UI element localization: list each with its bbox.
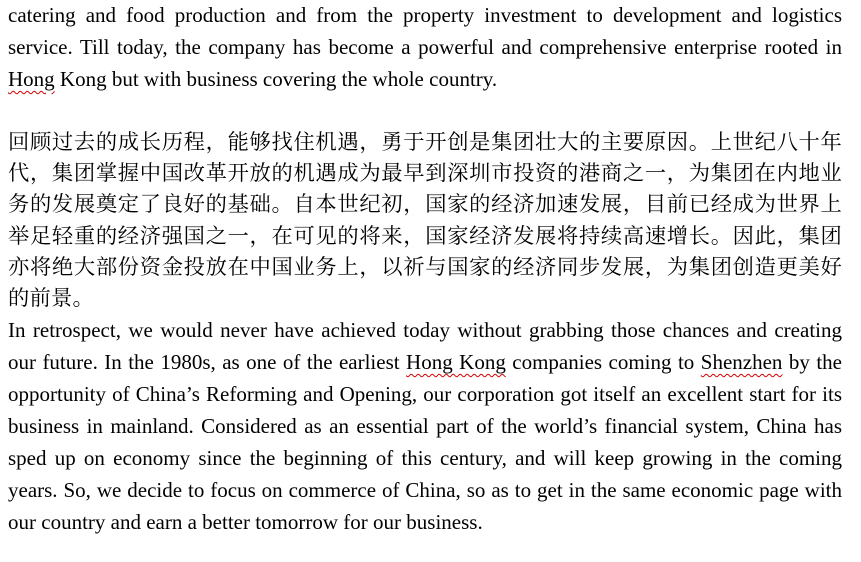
paragraph-chinese-retrospect: 回顾过去的成长历程，能够找住机遇，勇于开创是集团壮大的主要原因。上世纪八十年代，集团掌握中国改革开放的机遇成为最早到深圳市投资的港商之一，为集团在内地业务的发展奠定了良好的基础。自本世纪初，国家的经济加速发展，目前已经成为世界上举足轻重的经济强国之一，在可见的将来，国家经济发展将持续高速增长。因此，集团亦将绝大部份资金投放在中国业务上，以祈与国家的经济同步发展，为集团创造更美好的前景。 [8, 130, 842, 312]
paragraph-text: catering and food production and from the property investment to development and logistics service. Till today, the company has become a powerful and comprehensive enterprise rooted in [8, 3, 842, 59]
spellcheck-flagged-word: Shenzhen [700, 350, 783, 375]
paragraph-text: companies coming to [505, 350, 701, 375]
paragraph-text: by the opportunity of China’s Reforming and Opening, our corporation got itself an excellent start for its business in mainland. Considered as an essential part of the world’s financial system, China has sped up on economy since the beginning of this century, and will keep growing in the coming years. So, we decide to focus on commerce of China, so as to get in the same economic page with our country and earn a better tomorrow for our business. [8, 350, 842, 535]
document-body [8, 0, 842, 538]
paragraph-spacer [8, 95, 842, 127]
spellcheck-flagged-word: Hong [8, 67, 55, 91]
paragraph-english-retrospect [8, 314, 842, 538]
paragraph-company-overview [8, 0, 842, 95]
spellcheck-flagged-word: Hong Kong [406, 350, 506, 375]
paragraph-text: In retrospect, we would never have achieved today without grabbing those chances and creating our future. In the 1980s, as one of the earliest [8, 318, 842, 375]
paragraph-text: Kong but with business covering the whole country. [54, 67, 498, 91]
